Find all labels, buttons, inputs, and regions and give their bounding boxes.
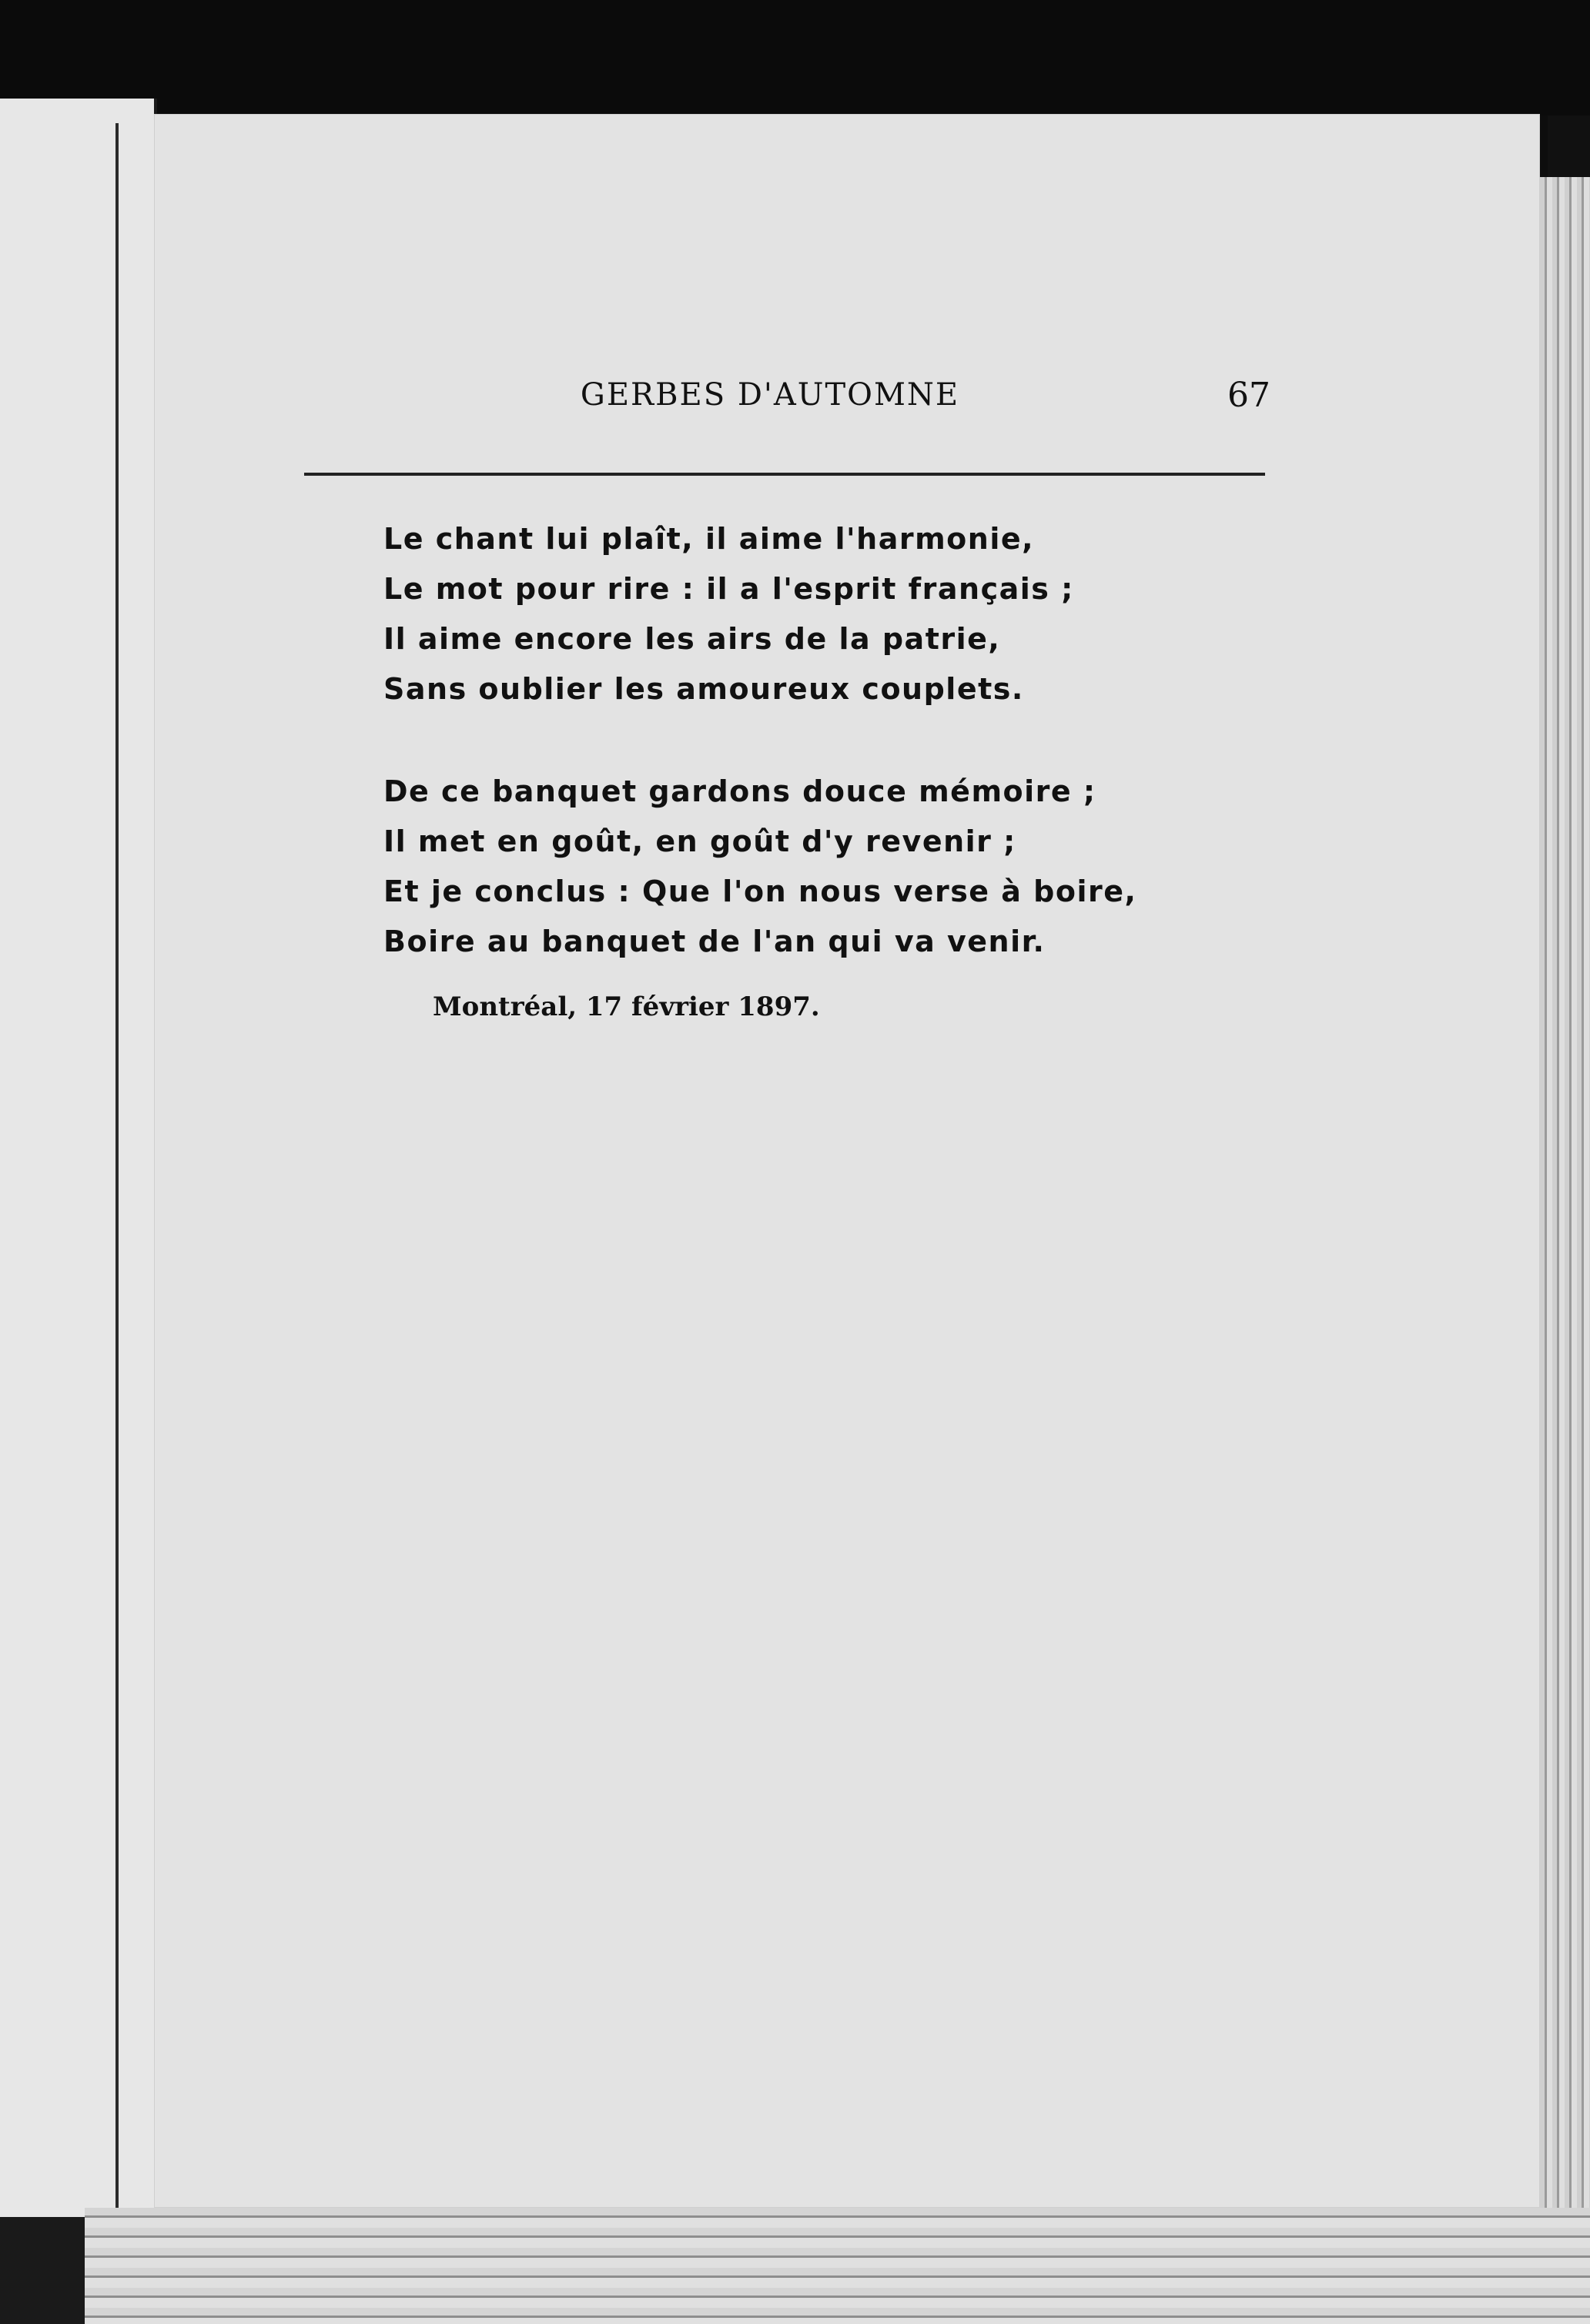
verse-line: Le chant lui plaît, il aime l'harmonie,: [383, 522, 1035, 556]
stanza-2: [383, 767, 1307, 967]
running-title: GERBES D'AUTOMNE: [580, 377, 960, 413]
dateline: Montréal, 17 février 1897.: [433, 991, 820, 1022]
previous-page-edge: [0, 99, 157, 2223]
gutter-line: [115, 123, 119, 2217]
verse-line: Il met en goût, en goût d'y revenir ;: [383, 824, 1016, 858]
book-page: [154, 114, 1540, 2208]
verse-line: Boire au banquet de l'an qui va venir.: [383, 925, 1046, 958]
verse-line: Il aime encore les airs de la patrie,: [383, 622, 1001, 656]
page-stack-edge-right: [1540, 177, 1590, 2255]
verse-line: De ce banquet gardons douce mémoire ;: [383, 774, 1096, 808]
scan-top-border: [0, 0, 1590, 115]
poem: [383, 514, 1307, 1019]
stanza-1: [383, 514, 1307, 714]
verse-line: Sans oublier les amoureux couplets.: [383, 672, 1024, 706]
verse-line: Et je conclus : Que l'on nous verse à boire,: [383, 874, 1137, 908]
page-stack-edge-bottom: [85, 2208, 1590, 2324]
verse-line: Le mot pour rire : il a l'esprit français ;: [383, 572, 1074, 606]
header-rule: [304, 473, 1265, 476]
scan-corner-shadow: [1548, 115, 1590, 185]
scan-bottom-shadow: [0, 2217, 92, 2324]
page-number: 67: [1227, 376, 1270, 415]
